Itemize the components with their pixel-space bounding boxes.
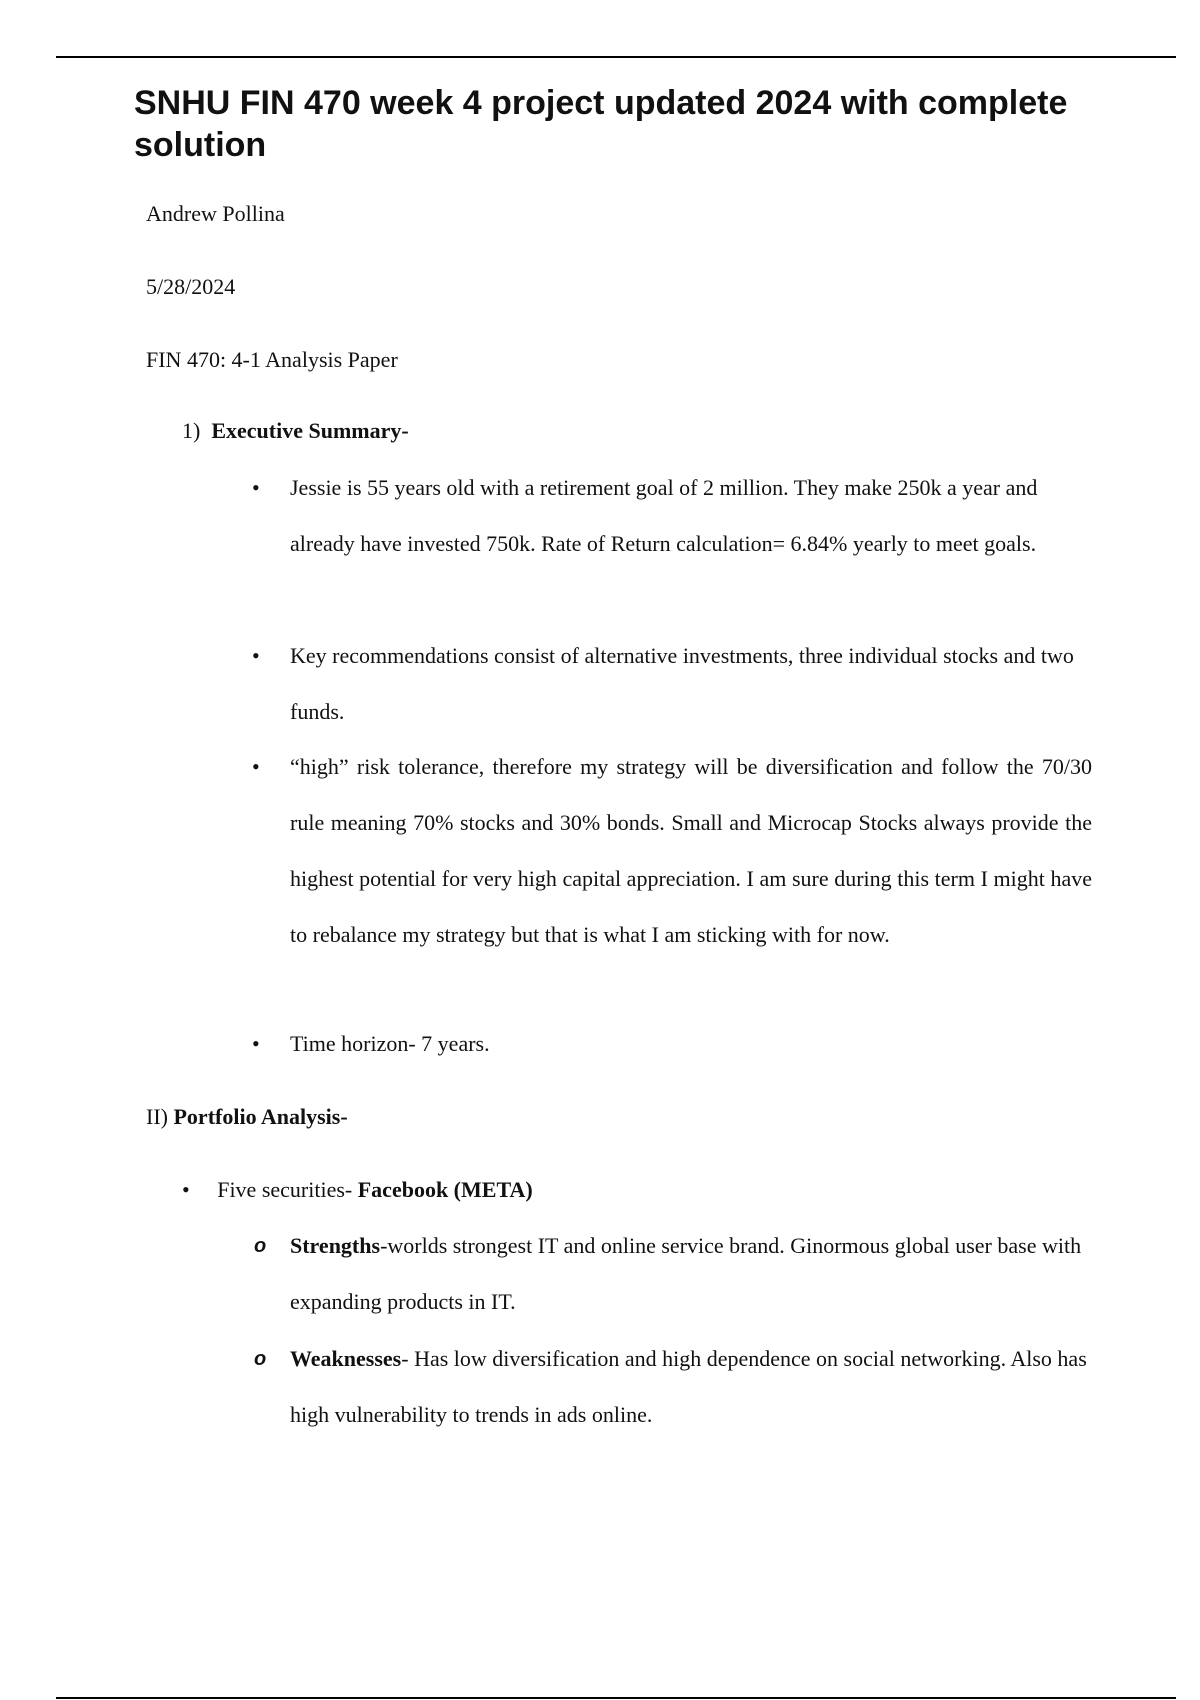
summary-bullet-text: Key recommendations consist of alternative investments, three individual stocks and two funds. bbox=[290, 643, 1074, 724]
section-executive-summary-heading bbox=[182, 417, 409, 445]
bullet-icon: • bbox=[182, 1177, 190, 1202]
bullet-icon: • bbox=[252, 643, 260, 668]
security-name: Facebook (META) bbox=[357, 1177, 533, 1202]
securities-bullet-prefix: Five securities- bbox=[217, 1177, 358, 1202]
bullet-icon: • bbox=[252, 475, 260, 500]
section-heading-text: Portfolio Analysis- bbox=[173, 1104, 348, 1129]
section-heading-text: Executive Summary- bbox=[211, 418, 409, 443]
course-line: FIN 470: 4-1 Analysis Paper bbox=[146, 347, 398, 372]
bottom-rule bbox=[56, 1697, 1176, 1699]
summary-bullet-text: “high” risk tolerance, therefore my strategy will be diversification and follow the 70/30 rule meaning 70% stocks and 30% bonds. Small and Microcap Stocks always provide the highest potential for very high capital appreciation. I am sure during this term I might have to rebalance my strategy but that is what I am sticking with for now. bbox=[290, 754, 1092, 947]
hollow-bullet-icon: o bbox=[254, 1348, 267, 1370]
top-rule bbox=[56, 56, 1176, 58]
author-name: Andrew Pollina bbox=[146, 201, 285, 226]
bullet-icon: • bbox=[252, 1031, 260, 1056]
summary-bullet bbox=[252, 1016, 1092, 1072]
summary-bullet bbox=[252, 460, 1092, 572]
strengths-item bbox=[252, 1218, 1102, 1330]
weaknesses-text: - Has low diversification and high dependence on social networking. Also has high vulnerability to trends in ads online. bbox=[290, 1346, 1087, 1427]
section-number: 1) bbox=[182, 418, 201, 443]
document-date: 5/28/2024 bbox=[146, 274, 236, 299]
weaknesses-item bbox=[252, 1331, 1102, 1443]
summary-bullet bbox=[252, 628, 1092, 740]
securities-bullet bbox=[182, 1176, 533, 1204]
hollow-bullet-icon: o bbox=[254, 1235, 267, 1257]
document-title: SNHU FIN 470 week 4 project updated 2024 with complete solution bbox=[134, 84, 1068, 164]
summary-bullet bbox=[252, 739, 1092, 963]
summary-bullet-text: Time horizon- 7 years. bbox=[290, 1031, 490, 1056]
summary-bullet-text: Jessie is 55 years old with a retirement goal of 2 million. They make 250k a year and already have invested 750k. Rate of Return calculation= 6.84% yearly to meet goals. bbox=[290, 475, 1038, 556]
section-number: II) bbox=[146, 1104, 168, 1129]
section-portfolio-analysis-heading bbox=[146, 1103, 348, 1131]
weaknesses-label: Weaknesses bbox=[290, 1346, 402, 1371]
strengths-label: Strengths bbox=[290, 1233, 381, 1258]
strengths-text: -worlds strongest IT and online service brand. Ginormous global user base with expanding products in IT. bbox=[290, 1233, 1082, 1314]
bullet-icon: • bbox=[252, 754, 260, 779]
